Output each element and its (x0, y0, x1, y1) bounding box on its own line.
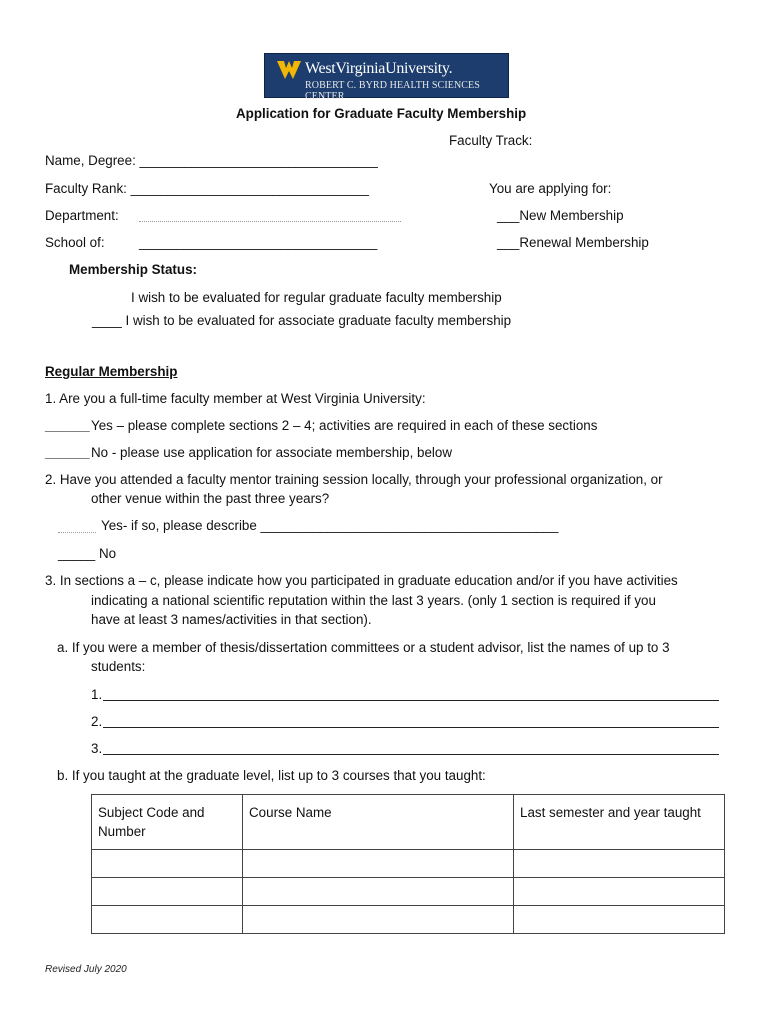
school-label: School of: (45, 235, 105, 250)
q1-yes-option: Yes – please complete sections 2 – 4; activities are required in each of these sections (91, 418, 598, 433)
q1-yes-blank[interactable]: ______ (45, 418, 90, 433)
q2-yes-blank[interactable] (58, 532, 96, 533)
student-3-label: 3. (91, 741, 103, 756)
table-header-row (92, 795, 725, 850)
q2-yes-option[interactable]: Yes- if so, please describe ________________________________________ (101, 518, 559, 533)
membership-status-heading: Membership Status: (69, 262, 197, 277)
faculty-track-label: Faculty Track: (449, 133, 533, 148)
section-a-line2: students: (91, 659, 146, 674)
school-field[interactable]: ________________________________ (139, 235, 378, 250)
student-3-input-line[interactable] (103, 754, 719, 755)
question-3-line1: 3. In sections a – c, please indicate how you participated in graduate education and/or if you have activities (45, 573, 678, 588)
university-logo (264, 53, 509, 102)
section-b-text: b. If you taught at the graduate level, list up to 3 courses that you taught: (57, 768, 486, 783)
student-2-input-line[interactable] (103, 727, 719, 728)
header-last-semester: Last semester and year taught (514, 795, 725, 850)
department-label: Department: (45, 208, 119, 223)
header-course-name: Course Name (243, 795, 514, 850)
q1-no-blank[interactable]: ______ (45, 445, 90, 460)
table-cell[interactable] (92, 850, 243, 878)
table-row (92, 906, 725, 934)
header-subject-code: Subject Code and Number (92, 795, 243, 850)
table-cell[interactable] (514, 878, 725, 906)
question-2-line2: other venue within the past three years? (91, 491, 330, 506)
logo-university-name: WestVirginiaUniversity. (305, 60, 453, 77)
question-3-line3: have at least 3 names/activities in that section). (91, 612, 372, 627)
table-cell[interactable] (243, 850, 514, 878)
applying-for-label: You are applying for: (489, 181, 612, 196)
revision-footer: Revised July 2020 (45, 964, 127, 975)
question-2-line1: 2. Have you attended a faculty mentor training session locally, through your professional organization, or (45, 472, 663, 487)
section-a-line1: a. If you were a member of thesis/dissertation committees or a student advisor, list the names of up to 3 (57, 640, 670, 655)
regular-status-option[interactable]: I wish to be evaluated for regular graduate faculty membership (131, 290, 502, 305)
renewal-membership-option[interactable]: ___Renewal Membership (497, 235, 649, 250)
table-row (92, 850, 725, 878)
table-row (92, 878, 725, 906)
regular-membership-heading: Regular Membership (45, 364, 178, 379)
new-membership-option[interactable]: ___New Membership (497, 208, 624, 223)
associate-status-option[interactable]: ____ I wish to be evaluated for associate graduate faculty membership (92, 313, 512, 328)
table-cell[interactable] (92, 906, 243, 934)
faculty-rank-field[interactable]: Faculty Rank: ________________________________ (45, 181, 369, 196)
table-cell[interactable] (92, 878, 243, 906)
table-cell[interactable] (514, 906, 725, 934)
logo-center-name: ROBERT C. BYRD HEALTH SCIENCES CENTER (305, 80, 480, 102)
question-3-line2: indicating a national scientific reputation within the last 3 years. (only 1 section is required if you (91, 593, 656, 608)
question-1: 1. Are you a full-time faculty member at West Virginia University: (45, 391, 426, 406)
q1-no-option: No - please use application for associate membership, below (91, 445, 452, 460)
department-input-line[interactable] (139, 221, 401, 222)
student-1-label: 1. (91, 687, 103, 702)
page-title: Application for Graduate Faculty Membership (236, 106, 527, 121)
table-cell[interactable] (243, 906, 514, 934)
q2-no-option[interactable]: _____ No (58, 546, 117, 561)
table-cell[interactable] (514, 850, 725, 878)
courses-table (91, 794, 725, 934)
table-cell[interactable] (243, 878, 514, 906)
wv-flying-logo-icon (277, 61, 301, 79)
name-degree-field[interactable]: Name, Degree: ________________________________ (45, 153, 378, 168)
student-2-label: 2. (91, 714, 103, 729)
student-1-input-line[interactable] (103, 700, 719, 701)
